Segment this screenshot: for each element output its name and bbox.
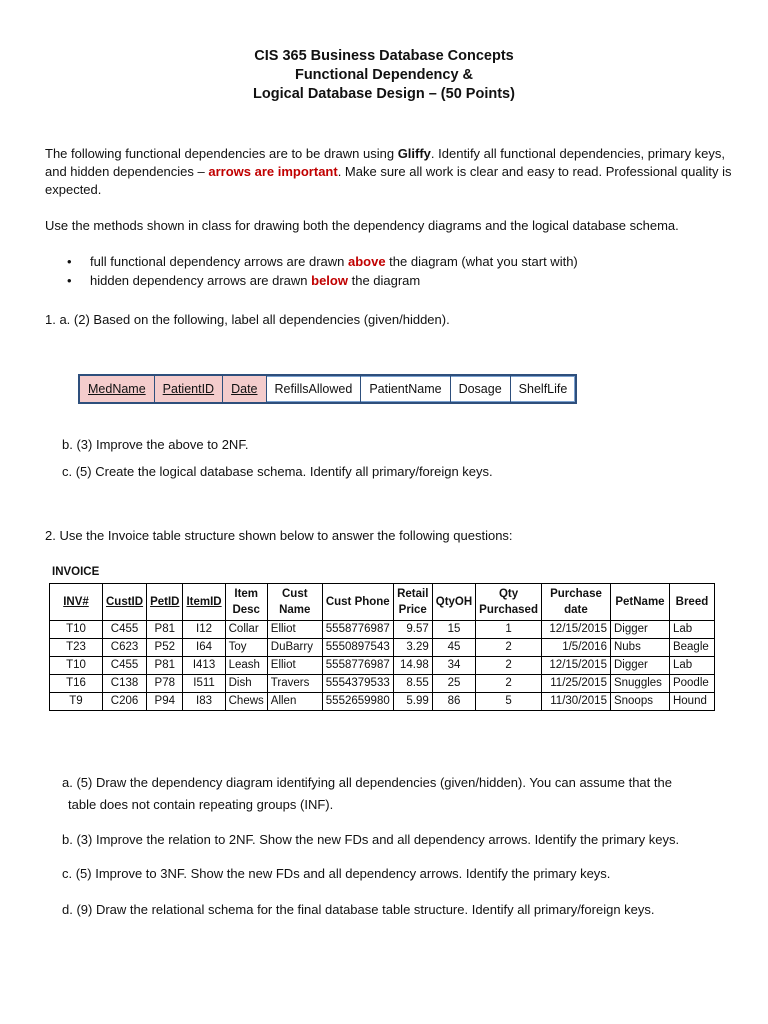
table-cell: Hound: [669, 693, 714, 711]
intro-text-b: . Identify all functional dependencies, primary keys, and hidden dependencies –: [45, 146, 726, 179]
med-col-medname: MedName: [80, 376, 155, 402]
table-cell: 25: [432, 675, 475, 693]
table-cell: C455: [103, 657, 147, 675]
title-line-3: Logical Database Design – (50 Points): [253, 86, 515, 102]
table-cell: 5550897543: [322, 639, 393, 657]
table-cell: Nubs: [610, 639, 669, 657]
bullet-text: the diagram: [347, 273, 421, 288]
table-cell: I413: [183, 657, 225, 675]
header-purchase-date: Purchase date: [541, 584, 610, 621]
table-row: [50, 639, 715, 657]
table-cell: 9.57: [393, 621, 432, 639]
header-petid: PetID: [147, 584, 183, 621]
table-cell: 1: [476, 621, 542, 639]
table-cell: 86: [432, 693, 475, 711]
question-2a-line1: a. (5) Draw the dependency diagram identifying all dependencies (given/hidden). You can assume that the: [62, 775, 672, 790]
table-cell: Snuggles: [610, 675, 669, 693]
header-retail-price: Retail Price: [393, 584, 432, 621]
table-cell: Digger: [610, 657, 669, 675]
table-cell: 5558776987: [322, 657, 393, 675]
table-cell: 5.99: [393, 693, 432, 711]
table-cell: 12/15/2015: [541, 621, 610, 639]
table-cell: P94: [147, 693, 183, 711]
table-cell: C623: [103, 639, 147, 657]
bullet-item-above: [45, 252, 578, 271]
med-col-patientid: PatientID: [155, 376, 223, 402]
question-1b: b. (3) Improve the above to 2NF.: [62, 437, 249, 452]
header-itemid: ItemID: [183, 584, 225, 621]
table-row: [50, 675, 715, 693]
table-cell: Elliot: [267, 657, 322, 675]
table-cell: Snoops: [610, 693, 669, 711]
table-cell: 11/25/2015: [541, 675, 610, 693]
table-cell: Beagle: [669, 639, 714, 657]
med-col-date: Date: [223, 376, 266, 402]
bullet-item-below: [45, 271, 578, 290]
question-1c: c. (5) Create the logical database schema. Identify all primary/foreign keys.: [62, 464, 493, 479]
table-cell: 2: [476, 675, 542, 693]
invoice-header-row: [50, 584, 715, 621]
table-cell: 5558776987: [322, 621, 393, 639]
table-cell: Travers: [267, 675, 322, 693]
title-line-1: CIS 365 Business Database Concepts: [254, 48, 514, 64]
table-cell: 15: [432, 621, 475, 639]
table-cell: C138: [103, 675, 147, 693]
table-cell: Allen: [267, 693, 322, 711]
document-title: [0, 47, 768, 104]
table-cell: I511: [183, 675, 225, 693]
table-cell: 5: [476, 693, 542, 711]
table-cell: T23: [50, 639, 103, 657]
above-emphasis: above: [347, 254, 386, 269]
table-cell: T16: [50, 675, 103, 693]
table-cell: P81: [147, 657, 183, 675]
table-cell: C206: [103, 693, 147, 711]
table-cell: 8.55: [393, 675, 432, 693]
bullet-text: the diagram (what you start with): [385, 254, 578, 269]
table-cell: I83: [183, 693, 225, 711]
header-inv: INV#: [50, 584, 103, 621]
intro-text-c: . Make sure all work is clear and easy to read. Professional quality is expected.: [45, 164, 732, 197]
med-col-patientname: PatientName: [361, 376, 450, 402]
methods-paragraph: Use the methods shown in class for drawing both the dependency diagrams and the logical database schema.: [45, 218, 679, 233]
header-cust-phone: Cust Phone: [322, 584, 393, 621]
intro-text-a: The following functional dependencies are to be drawn using: [45, 146, 398, 161]
table-cell: T9: [50, 693, 103, 711]
table-cell: I12: [183, 621, 225, 639]
med-col-shelflife: ShelfLife: [518, 382, 568, 396]
table-cell: 1/5/2016: [541, 639, 610, 657]
question-2c: c. (5) Improve to 3NF. Show the new FDs and all dependency arrows. Identify the primary keys.: [62, 866, 611, 881]
question-2d: d. (9) Draw the relational schema for the final database table structure. Identify all primary/foreign keys.: [62, 902, 655, 917]
table-cell: Dish: [225, 675, 267, 693]
invoice-table: [49, 583, 715, 711]
table-cell: 2: [476, 657, 542, 675]
header-item-desc: Item Desc: [225, 584, 267, 621]
table-cell: DuBarry: [267, 639, 322, 657]
table-cell: T10: [50, 657, 103, 675]
table-cell: Elliot: [267, 621, 322, 639]
table-cell: Leash: [225, 657, 267, 675]
table-cell: 11/30/2015: [541, 693, 610, 711]
header-cust-name: Cust Name: [267, 584, 322, 621]
title-line-2: Functional Dependency &: [294, 67, 474, 83]
table-cell: Digger: [610, 621, 669, 639]
table-cell: 5554379533: [322, 675, 393, 693]
table-cell: 12/15/2015: [541, 657, 610, 675]
table-cell: 2: [476, 639, 542, 657]
header-breed: Breed: [669, 584, 714, 621]
arrows-important-emphasis: arrows are important: [208, 164, 338, 179]
header-qtyoh: QtyOH: [432, 584, 475, 621]
table-row: [50, 657, 715, 675]
question-2-intro: 2. Use the Invoice table structure shown below to answer the following questions:: [45, 528, 513, 543]
intro-paragraph: [45, 145, 735, 199]
table-cell: T10: [50, 621, 103, 639]
table-cell: P81: [147, 621, 183, 639]
table-cell: 14.98: [393, 657, 432, 675]
table-row: [50, 621, 715, 639]
bullet-text: full functional dependency arrows are drawn: [90, 254, 348, 269]
table-cell: 3.29: [393, 639, 432, 657]
table-cell: 45: [432, 639, 475, 657]
bullet-text: hidden dependency arrows are drawn: [90, 273, 312, 288]
table-cell: I64: [183, 639, 225, 657]
header-qty-purchased: Qty Purchased: [476, 584, 542, 621]
bullet-dot: •: [67, 254, 72, 269]
table-cell: C455: [103, 621, 147, 639]
table-cell: Collar: [225, 621, 267, 639]
invoice-label: INVOICE: [52, 566, 100, 578]
medication-table: [78, 374, 577, 404]
table-cell: Toy: [225, 639, 267, 657]
question-1a: 1. a. (2) Based on the following, label all dependencies (given/hidden).: [45, 312, 450, 327]
table-row: [50, 693, 715, 711]
med-col-dosage: Dosage: [451, 376, 511, 402]
header-custid: CustID: [103, 584, 147, 621]
med-col-refillsallowed: RefillsAllowed: [267, 376, 362, 402]
question-2b: b. (3) Improve the relation to 2NF. Show the new FDs and all dependency arrows. Identify the primary keys.: [62, 832, 680, 847]
arrow-rules-list: [45, 252, 578, 290]
table-cell: P78: [147, 675, 183, 693]
below-emphasis: below: [311, 273, 348, 288]
table-cell: Lab: [669, 657, 714, 675]
table-cell: 34: [432, 657, 475, 675]
table-cell: 5552659980: [322, 693, 393, 711]
header-petname: PetName: [610, 584, 669, 621]
table-cell: Poodle: [669, 675, 714, 693]
question-2a-line2: table does not contain repeating groups (INF).: [68, 797, 334, 812]
bullet-dot: •: [67, 273, 72, 288]
table-cell: P52: [147, 639, 183, 657]
table-cell: Lab: [669, 621, 714, 639]
gliffy-emphasis: Gliffy: [397, 146, 431, 161]
table-cell: Chews: [225, 693, 267, 711]
